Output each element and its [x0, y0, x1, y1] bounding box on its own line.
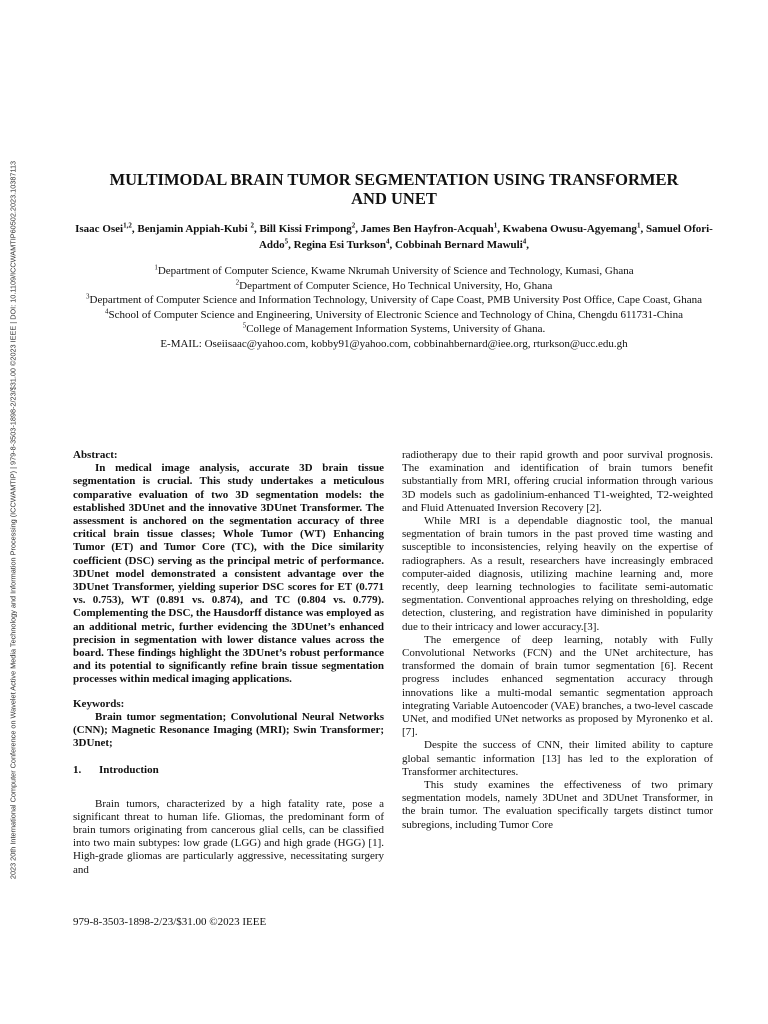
author-name: , Bill Kissi Frimpong [253, 223, 352, 235]
affiliation-text: College of Management Information Systems, University of Ghana. [246, 323, 546, 335]
abstract-heading: Abstract: [73, 449, 118, 461]
intro-paragraph-1: Brain tumors, characterized by a high fatality rate, pose a significant threat to human life. Gliomas, the predominant form of brain tumors originating from cancerous glial cells, can be classified into two main subtypes: low grade (LGG) and high grade (HGG) [1]. High-grade gliomas are particularly aggressive, necessitating surgery and [73, 797, 384, 876]
affiliation-sup: 2 [235, 277, 240, 286]
affiliation-line [70, 308, 718, 323]
author-name: Isaac Osei [75, 223, 124, 235]
left-column [73, 449, 384, 877]
right-paragraph-1: While MRI is a dependable diagnostic tool, the manual segmentation of brain tumors in the past proved time wasting and susceptible to inconsistencies, relying heavily on the expertise of radiographers. As a result, researchers have increasingly embraced computer-aided diagnosis, utilizing machine learning and, more recently, deep learning technologies to facilitate semi-automatic segmentation. Conventional approaches relying on thresholding, edge detection, clustering, and registration have diminished in popularity due to their intricacy and lower accuracy.[3]. [402, 515, 713, 633]
right-column [402, 449, 713, 832]
author-sup: 5 [284, 237, 289, 246]
section-number: 1. [73, 764, 82, 777]
author-name: , Cobbinah Bernard Mawuli [389, 239, 523, 251]
author-name: , James Ben Hayfron-Acquah [355, 223, 494, 235]
author-name: , Regina Esi Turkson [288, 239, 386, 251]
author-name: , Kwabena Owusu-Agyemang [497, 223, 637, 235]
affiliation-text: Department of Computer Science, Kwame Nkrumah University of Science and Technology, Kumasi, Ghana [157, 265, 634, 277]
author-name: , Samuel Ofori-Addo [258, 223, 713, 251]
affiliation-line [70, 322, 718, 337]
affiliation-line [70, 279, 718, 294]
author-sup: 1 [636, 221, 641, 230]
right-paragraph-0: radiotherapy due to their rapid growth and poor survival prognosis. The examination and identification of brain tumors benefit substantially from MRI, offering crucial information through various 3D models such as gadolinium-enhanced T1-weighted, T2-weighted and Fluid Attenuated Inversion Recovery [2]. [402, 449, 713, 514]
author-sup: 2 [250, 221, 254, 230]
affiliation-text: Department of Computer Science and Information Technology, University of Cape Coast, PMB University Post Office, Cape Coast, Ghana [89, 294, 702, 306]
author-sup: 1 [493, 221, 498, 230]
affiliation-line [70, 264, 718, 279]
affiliation-sup: 3 [86, 292, 90, 301]
author-sup: 4 [386, 237, 390, 246]
right-paragraph-2: The emergence of deep learning, notably with Fully Convolutional Networks (FCN) and the UNet architecture, has transformed the domain of brain tumor segmentation [6]. Recent progress includes enhanced segmentation accuracy through innovations like a multi-modal semantic segmentation approach integrating Variable Autoencoder (VAE) branches, a two-level cascade UNet, and modified UNet networks as proposed by Myronenko et al. [7]. [402, 633, 713, 739]
affiliation-sup: 4 [105, 306, 109, 315]
section-heading-introduction [73, 764, 384, 777]
affiliation-text: Department of Computer Science, Ho Technical University, Ho, Ghana [239, 279, 553, 292]
affiliation-sup: 1 [154, 263, 158, 272]
author-name: , Benjamin Appiah-Kubi [131, 223, 251, 235]
title-line-1: MULTIMODAL BRAIN TUMOR SEGMENTATION USING TRANSFORMER [109, 170, 679, 189]
right-paragraph-4: This study examines the effectiveness of two primary segmentation models, namely 3DUnet and 3DUnet Transformer, in the brain tumor. The evaluation specifically targets distinct tumor subregions, including Tumor Core [402, 779, 713, 831]
keywords-body: Brain tumor segmentation; Convolutional Neural Networks (CNN); Magnetic Resonance Imaging (MRI); Swin Transformer; 3DUnet; [73, 710, 384, 750]
title-line-2: AND UNET [351, 189, 437, 208]
paper-title [70, 170, 718, 208]
affiliation-sup: 5 [242, 321, 247, 330]
right-paragraph-3: Despite the success of CNN, their limited ability to capture global semantic information [13] has led to the exploration of Transformer architectures. [402, 739, 713, 778]
author-sup: 2 [351, 221, 356, 230]
author-list [70, 221, 718, 253]
affiliations [70, 264, 718, 351]
affiliation-text: School of Computer Science and Engineering, University of Electronic Science and Technology of China, Chengdu 611731-China [108, 308, 683, 321]
abstract-body: In medical image analysis, accurate 3D brain tissue segmentation is crucial. This study undertakes a meticulous comparative evaluation of two 3D segmentation models: the established 3DUnet and the innovative 3DUnet Transformer. The assessment is anchored on the segmentation accuracy of three critical brain tissue classes; Whole Tumor (WT) Enhancing Tumor (ET) and Tumor Core (TC), with the Dice similarity coefficient (DSC) serving as the principal metric of performance. 3DUnet model demonstrated a consistent advantage over the 3DUnet Transformer, yielding superior DSC scores for ET (0.771 vs. 0.753), WT (0.891 vs. 0.874), and TC (0.804 vs. 0.779). Complementing the DSC, the Hausdorff distance was employed as an additional metric, further evidencing the 3DUnet’s enhanced precision in segmentation with lower distance values across the board. These findings highlight the 3DUnet’s robust performance and its potential to significantly refine brain tissue segmentation processes within medical imaging applications. [73, 462, 384, 686]
affiliation-line [70, 293, 718, 308]
author-tail: , [526, 239, 529, 251]
author-sup: 4 [522, 237, 527, 246]
doi-sidebar-text: 2023 20th International Computer Conference on Wavelet Active Media Technology and Information Processing (ICCWAMTIP) | 979-8-3503-1898-2/23/$31.00 ©2023 IEEE | DOI: 10.1109/ICCWAMTIP60502.2023.10387113 [8, 160, 18, 880]
section-title: Introduction [99, 764, 159, 777]
copyright-footer: 979-8-3503-1898-2/23/$31.00 ©2023 IEEE [73, 916, 267, 928]
author-sup: 1,2 [123, 221, 132, 230]
email-line: E-MAIL: Oseiisaac@yahoo.com, kobby91@yahoo.com, cobbinahbernard@iee.org, rturkson@ucc.edu.gh [160, 337, 628, 350]
keywords-heading: Keywords: [73, 697, 125, 710]
doi-sidebar [6, 70, 20, 970]
